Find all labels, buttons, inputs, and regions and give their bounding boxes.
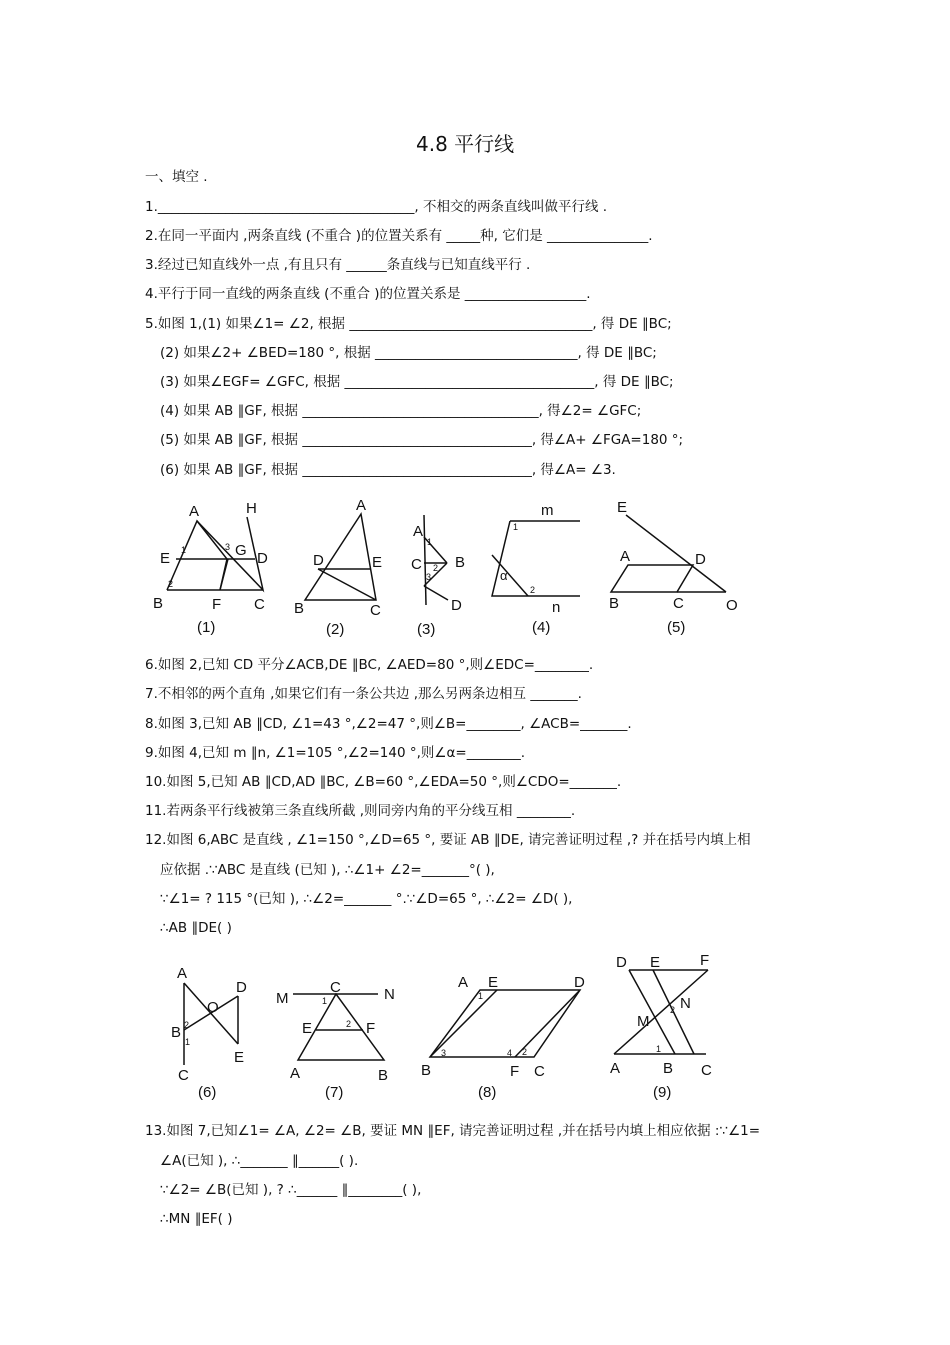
svg-text:C: C bbox=[330, 979, 341, 996]
svg-text:3: 3 bbox=[225, 542, 231, 552]
question-12-line: ∵∠1= ? 115 °(已知 ), ∴∠2=_______ °.∵∠D=65 °, ∴∠2= ∠D( ), bbox=[160, 891, 573, 907]
question-5-line: (6) 如果 AB ∥GF, 根据 __________________________________, 得∠A= ∠3. bbox=[160, 462, 616, 478]
question-13-line: ∵∠2= ∠B(已知 ), ? ∴______ ∥________( ), bbox=[160, 1182, 422, 1198]
svg-text:1: 1 bbox=[427, 537, 433, 547]
svg-text:E: E bbox=[372, 554, 383, 571]
svg-text:H: H bbox=[246, 500, 257, 517]
svg-text:A: A bbox=[620, 548, 631, 565]
svg-text:C: C bbox=[411, 556, 422, 573]
svg-text:A: A bbox=[413, 523, 424, 540]
svg-text:G: G bbox=[235, 542, 247, 559]
svg-text:D: D bbox=[236, 979, 247, 996]
svg-text:N: N bbox=[680, 995, 691, 1012]
question-5-line: 5.如图 1,(1) 如果∠1= ∠2, 根据 ____________________________________, 得 DE ∥BC; bbox=[145, 316, 672, 332]
svg-text:1: 1 bbox=[185, 1037, 191, 1047]
figure-caption: (1) bbox=[197, 619, 216, 636]
svg-text:D: D bbox=[574, 974, 585, 991]
svg-text:M: M bbox=[637, 1013, 650, 1030]
question-5-line: (2) 如果∠2+ ∠BED=180 °, 根据 ______________________________, 得 DE ∥BC; bbox=[160, 345, 657, 361]
figure-caption: (5) bbox=[667, 619, 686, 636]
svg-text:B: B bbox=[378, 1067, 389, 1084]
svg-text:F: F bbox=[212, 596, 222, 613]
question-5-line: (3) 如果∠EGF= ∠GFC, 根据 _____________________________________, 得 DE ∥BC; bbox=[160, 374, 674, 390]
svg-text:1: 1 bbox=[513, 522, 519, 532]
question-12-line: 12.如图 6,ABC 是直线 , ∠1=150 °,∠D=65 °, 要证 AB ∥DE, 请完善证明过程 ,? 并在括号内填上相 bbox=[145, 832, 751, 848]
svg-text:2: 2 bbox=[168, 579, 174, 589]
svg-text:2: 2 bbox=[184, 1020, 190, 1030]
svg-text:A: A bbox=[610, 1060, 621, 1077]
svg-text:1: 1 bbox=[656, 1044, 662, 1054]
figure-caption: (7) bbox=[325, 1084, 344, 1101]
question-5-line: (5) 如果 AB ∥GF, 根据 __________________________________, 得∠A+ ∠FGA=180 °; bbox=[160, 432, 684, 448]
section-heading: 一、填空 . bbox=[145, 169, 208, 185]
svg-text:4: 4 bbox=[507, 1048, 513, 1058]
svg-text:B: B bbox=[171, 1024, 182, 1041]
svg-text:1: 1 bbox=[181, 545, 187, 555]
figure-caption: (2) bbox=[326, 621, 345, 638]
svg-text:n: n bbox=[552, 599, 561, 616]
question-4: 4.平行于同一直线的两条直线 (不重合 )的位置关系是 __________________. bbox=[145, 286, 591, 302]
figure-6 bbox=[171, 965, 247, 1084]
svg-text:α: α bbox=[500, 568, 508, 583]
question-5-line: (4) 如果 AB ∥GF, 根据 ___________________________________, 得∠2= ∠GFC; bbox=[160, 403, 642, 419]
svg-text:E: E bbox=[650, 954, 661, 971]
svg-text:B: B bbox=[421, 1062, 432, 1079]
svg-text:1: 1 bbox=[478, 991, 484, 1001]
svg-text:D: D bbox=[257, 550, 268, 567]
svg-text:2: 2 bbox=[522, 1047, 528, 1057]
question-9: 9.如图 4,已知 m ∥n, ∠1=105 °,∠2=140 °,则∠α=________. bbox=[145, 745, 525, 761]
question-13-line: ∴MN ∥EF( ) bbox=[160, 1211, 233, 1227]
question-12-line: ∴AB ∥DE( ) bbox=[160, 920, 232, 936]
svg-text:D: D bbox=[695, 551, 706, 568]
svg-text:C: C bbox=[701, 1062, 712, 1079]
svg-text:F: F bbox=[700, 952, 710, 969]
svg-text:2: 2 bbox=[346, 1019, 352, 1029]
question-7: 7.不相邻的两个直角 ,如果它们有一条公共边 ,那么另两条边相互 _______. bbox=[145, 686, 582, 702]
question-13-line: ∠A(已知 ), ∴_______ ∥______( ). bbox=[160, 1153, 359, 1169]
figure-7 bbox=[276, 979, 395, 1084]
svg-text:E: E bbox=[234, 1049, 245, 1066]
figure-caption: (6) bbox=[198, 1084, 217, 1101]
svg-text:B: B bbox=[609, 595, 620, 612]
svg-text:A: A bbox=[290, 1065, 301, 1082]
svg-text:E: E bbox=[302, 1020, 313, 1037]
svg-text:A: A bbox=[177, 965, 188, 982]
svg-text:N: N bbox=[384, 986, 395, 1003]
question-2: 2.在同一平面内 ,两条直线 (不重合 )的位置关系有 _____种, 它们是 _______________. bbox=[145, 228, 653, 244]
svg-text:E: E bbox=[617, 499, 628, 516]
svg-text:M: M bbox=[276, 990, 289, 1007]
svg-text:B: B bbox=[153, 595, 164, 612]
svg-text:C: C bbox=[178, 1067, 189, 1084]
svg-text:A: A bbox=[458, 974, 469, 991]
svg-text:D: D bbox=[313, 552, 324, 569]
svg-text:C: C bbox=[254, 596, 265, 613]
svg-text:B: B bbox=[294, 600, 305, 617]
figure-caption: (3) bbox=[417, 621, 436, 638]
svg-text:C: C bbox=[534, 1063, 545, 1080]
svg-text:1: 1 bbox=[322, 996, 328, 1006]
figure-caption: (9) bbox=[653, 1084, 672, 1101]
question-1: 1.______________________________________, 不相交的两条直线叫做平行线 . bbox=[145, 199, 608, 215]
question-11: 11.若两条平行线被第三条直线所截 ,则同旁内角的平分线互相 ________. bbox=[145, 803, 576, 819]
svg-text:3: 3 bbox=[441, 1048, 447, 1058]
svg-text:2: 2 bbox=[670, 1005, 676, 1015]
svg-text:E: E bbox=[488, 974, 499, 991]
svg-text:2: 2 bbox=[433, 563, 439, 573]
figure-caption: (8) bbox=[478, 1084, 497, 1101]
question-12-line: 应依据 .∵ABC 是直线 (已知 ), ∴∠1+ ∠2=_______°( ), bbox=[160, 862, 495, 878]
svg-text:C: C bbox=[673, 595, 684, 612]
question-3: 3.经过已知直线外一点 ,有且只有 ______条直线与已知直线平行 . bbox=[145, 257, 531, 273]
figure-caption: (4) bbox=[532, 619, 551, 636]
svg-text:D: D bbox=[451, 597, 462, 614]
svg-text:m: m bbox=[541, 502, 554, 519]
svg-text:C: C bbox=[370, 602, 381, 619]
question-6: 6.如图 2,已知 CD 平分∠ACB,DE ∥BC, ∠AED=80 °,则∠EDC=________. bbox=[145, 657, 594, 673]
svg-text:A: A bbox=[356, 497, 367, 514]
svg-text:B: B bbox=[455, 554, 466, 571]
svg-text:F: F bbox=[510, 1063, 520, 1080]
svg-text:E: E bbox=[160, 550, 171, 567]
svg-text:A: A bbox=[189, 503, 200, 520]
question-8: 8.如图 3,已知 AB ∥CD, ∠1=43 °,∠2=47 °,则∠B=________, ∠ACB=_______. bbox=[145, 716, 632, 732]
svg-text:F: F bbox=[366, 1020, 376, 1037]
svg-text:B: B bbox=[663, 1060, 674, 1077]
svg-text:2: 2 bbox=[530, 585, 536, 595]
question-10: 10.如图 5,已知 AB ∥CD,AD ∥BC, ∠B=60 °,∠EDA=50 °,则∠CDO=_______. bbox=[145, 774, 622, 790]
figure-8 bbox=[421, 974, 585, 1080]
page-title: 4.8 平行线 bbox=[416, 132, 515, 156]
svg-text:O: O bbox=[207, 999, 219, 1016]
svg-text:D: D bbox=[616, 954, 627, 971]
figure-9 bbox=[610, 952, 712, 1079]
svg-text:O: O bbox=[726, 597, 738, 614]
svg-text:3: 3 bbox=[426, 572, 432, 582]
question-13-line: 13.如图 7,已知∠1= ∠A, ∠2= ∠B, 要证 MN ∥EF, 请完善证明过程 ,并在括号内填上相应依据 :∵∠1= bbox=[145, 1123, 761, 1139]
